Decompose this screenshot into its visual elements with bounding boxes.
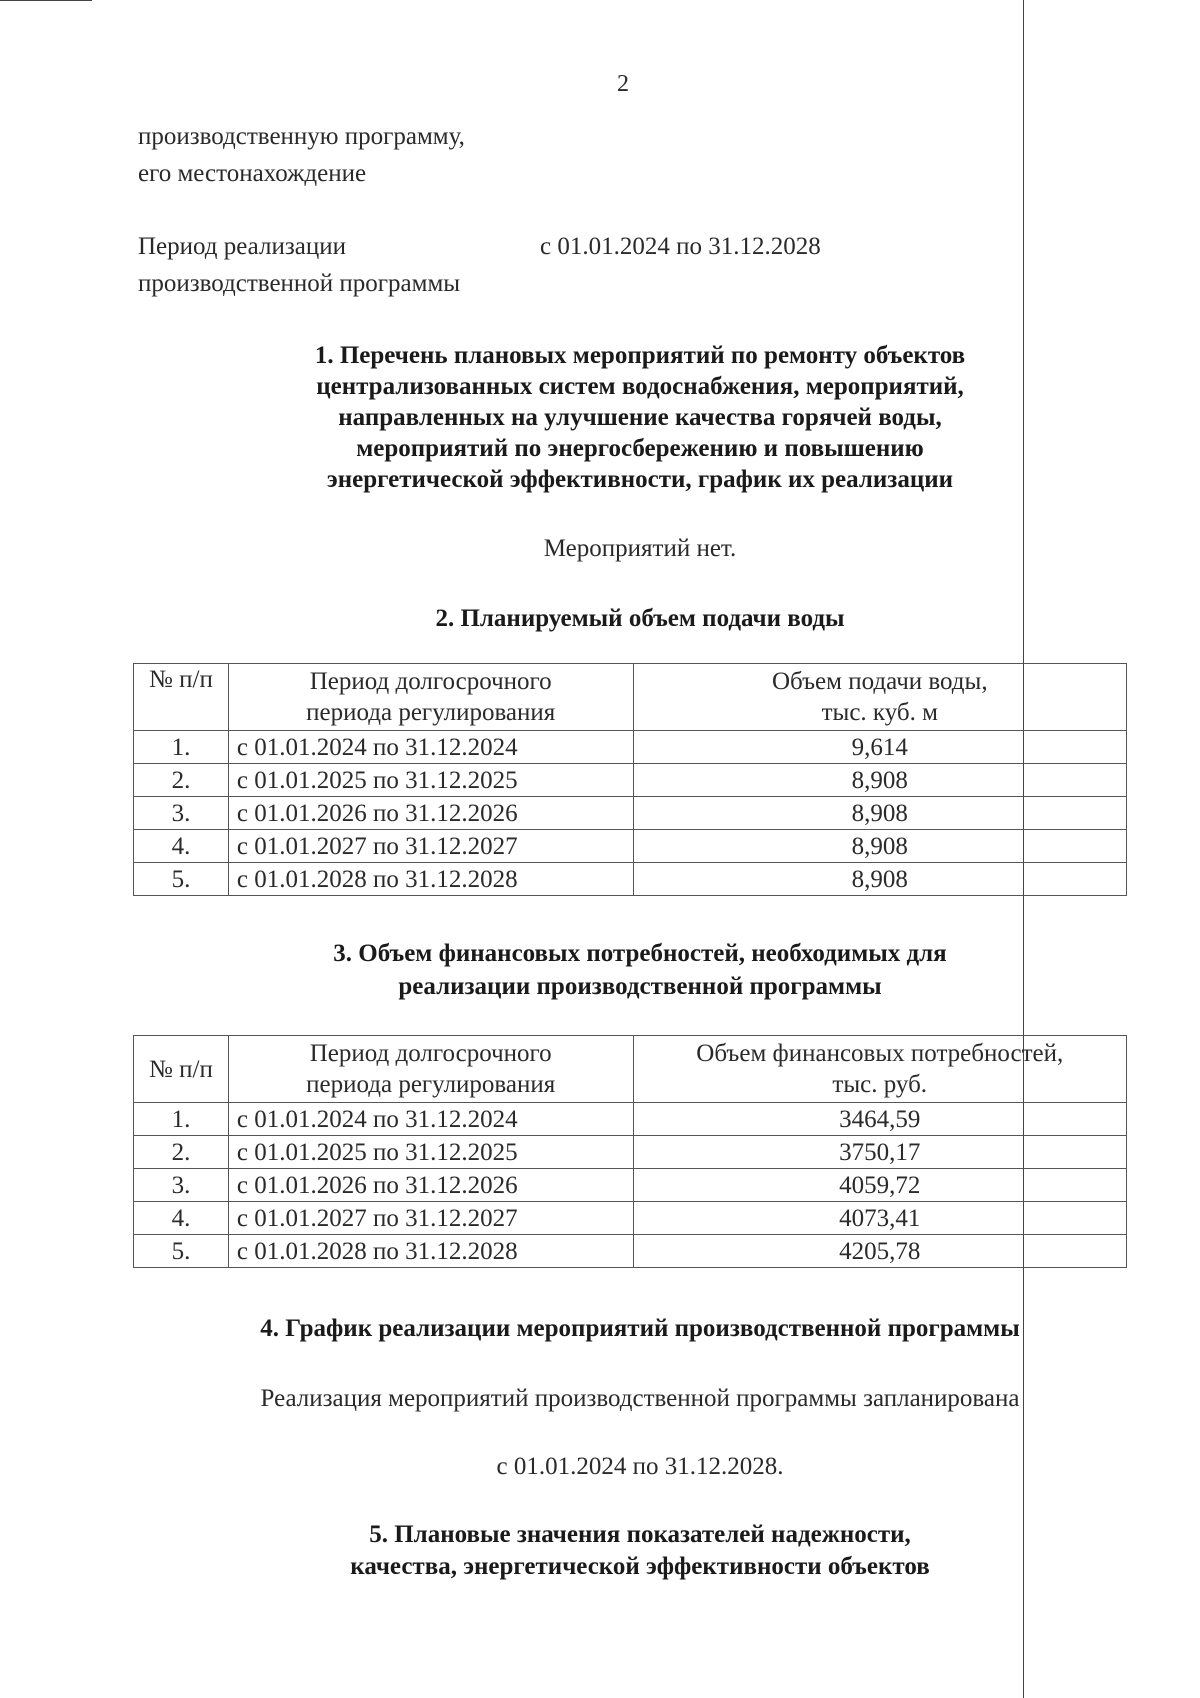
table-header-row <box>134 664 1127 731</box>
intro-line-1: производственную программу, <box>138 123 465 150</box>
row-period: с 01.01.2028 по 31.12.2028 <box>228 863 633 896</box>
intro-line-2: его местонахождение <box>138 160 367 187</box>
header-value <box>633 664 1126 731</box>
row-value: 9,614 <box>633 731 1126 764</box>
page-number: 2 <box>617 71 629 97</box>
row-value: 8,908 <box>633 797 1126 830</box>
header-value-line-1: Объем финансовых потребностей, <box>696 1040 1064 1067</box>
section1-note: Мероприятий нет. <box>543 535 737 562</box>
table-row <box>134 1136 1127 1169</box>
row-period: с 01.01.2025 по 31.12.2025 <box>228 764 633 797</box>
row-num: 2. <box>134 764 229 797</box>
section5-title-line-1: 5. Плановые значения показателей надежности, <box>369 1521 911 1548</box>
scan-edge-mark <box>0 0 92 1</box>
row-value: 4059,72 <box>633 1169 1127 1202</box>
section4-dates: с 01.01.2024 по 31.12.2028. <box>496 1453 784 1480</box>
table-row <box>134 764 1127 797</box>
header-value-line-2: тыс. куб. м <box>821 699 938 726</box>
section1-title-line-5: энергетической эффективности, график их реализации <box>326 466 954 493</box>
row-num: 1. <box>134 731 229 764</box>
row-value: 8,908 <box>633 863 1126 896</box>
header-value <box>633 1036 1127 1103</box>
row-value: 8,908 <box>633 830 1126 863</box>
header-period <box>228 1036 633 1103</box>
row-value: 3464,59 <box>633 1103 1127 1136</box>
water-supply-table <box>133 663 1127 896</box>
header-period-line-1: Период долгосрочного <box>309 1040 552 1067</box>
row-num: 5. <box>134 1235 229 1268</box>
row-value: 4073,41 <box>633 1202 1127 1235</box>
financial-needs-table <box>133 1035 1127 1268</box>
header-value-line-1: Объем подачи воды, <box>771 668 988 695</box>
section4-title: 4. График реализации мероприятий производственной программы <box>260 1315 1020 1342</box>
row-period: с 01.01.2024 по 31.12.2024 <box>228 731 633 764</box>
row-period: с 01.01.2025 по 31.12.2025 <box>228 1136 633 1169</box>
header-period-line-2: периода регулирования <box>306 1071 556 1098</box>
row-period: с 01.01.2027 по 31.12.2027 <box>228 1202 633 1235</box>
section3-title-line-1: 3. Объем финансовых потребностей, необходимых для <box>333 940 947 967</box>
row-num: 4. <box>134 830 229 863</box>
section1-title-line-1: 1. Перечень плановых мероприятий по ремонту объектов <box>314 342 966 369</box>
section1-title-line-4: мероприятий по энергосбережению и повышению <box>356 435 924 462</box>
table-row <box>134 1202 1127 1235</box>
table-row <box>134 1103 1127 1136</box>
period-label-line-2: производственной программы <box>138 270 461 297</box>
row-num: 3. <box>134 797 229 830</box>
section1-title-line-2: централизованных систем водоснабжения, мероприятий, <box>316 373 964 400</box>
row-num: 3. <box>134 1169 229 1202</box>
row-num: 5. <box>134 863 229 896</box>
header-num: № п/п <box>134 1036 229 1103</box>
section3-title-line-2: реализации производственной программы <box>398 973 882 1000</box>
period-label-line-1: Период реализации <box>138 233 346 260</box>
header-period-line-2: периода регулирования <box>306 699 556 726</box>
table-header-row <box>134 1036 1127 1103</box>
table-row <box>134 863 1127 896</box>
section2-title: 2. Планируемый объем подачи воды <box>435 605 845 632</box>
table-row <box>134 830 1127 863</box>
row-value: 4205,78 <box>633 1235 1127 1268</box>
row-value: 8,908 <box>633 764 1126 797</box>
section1-title-line-3: направленных на улучшение качества горячей воды, <box>338 404 942 431</box>
row-value: 3750,17 <box>633 1136 1127 1169</box>
section5-title-line-2: качества, энергетической эффективности объектов <box>350 1553 930 1580</box>
header-num: № п/п <box>134 664 229 731</box>
row-num: 1. <box>134 1103 229 1136</box>
period-value: с 01.01.2024 по 31.12.2028 <box>540 233 821 260</box>
row-period: с 01.01.2026 по 31.12.2026 <box>228 1169 633 1202</box>
row-period: с 01.01.2026 по 31.12.2026 <box>228 797 633 830</box>
header-period-line-1: Период долгосрочного <box>309 668 552 695</box>
row-period: с 01.01.2024 по 31.12.2024 <box>228 1103 633 1136</box>
table-row <box>134 1169 1127 1202</box>
row-period: с 01.01.2028 по 31.12.2028 <box>228 1235 633 1268</box>
table-row <box>134 731 1127 764</box>
table-row <box>134 1235 1127 1268</box>
table-row <box>134 797 1127 830</box>
row-num: 2. <box>134 1136 229 1169</box>
row-period: с 01.01.2027 по 31.12.2027 <box>228 830 633 863</box>
header-period <box>228 664 633 731</box>
section4-text: Реализация мероприятий производственной программы запланирована <box>260 1385 1020 1412</box>
header-value-line-2: тыс. руб. <box>832 1071 928 1098</box>
row-num: 4. <box>134 1202 229 1235</box>
